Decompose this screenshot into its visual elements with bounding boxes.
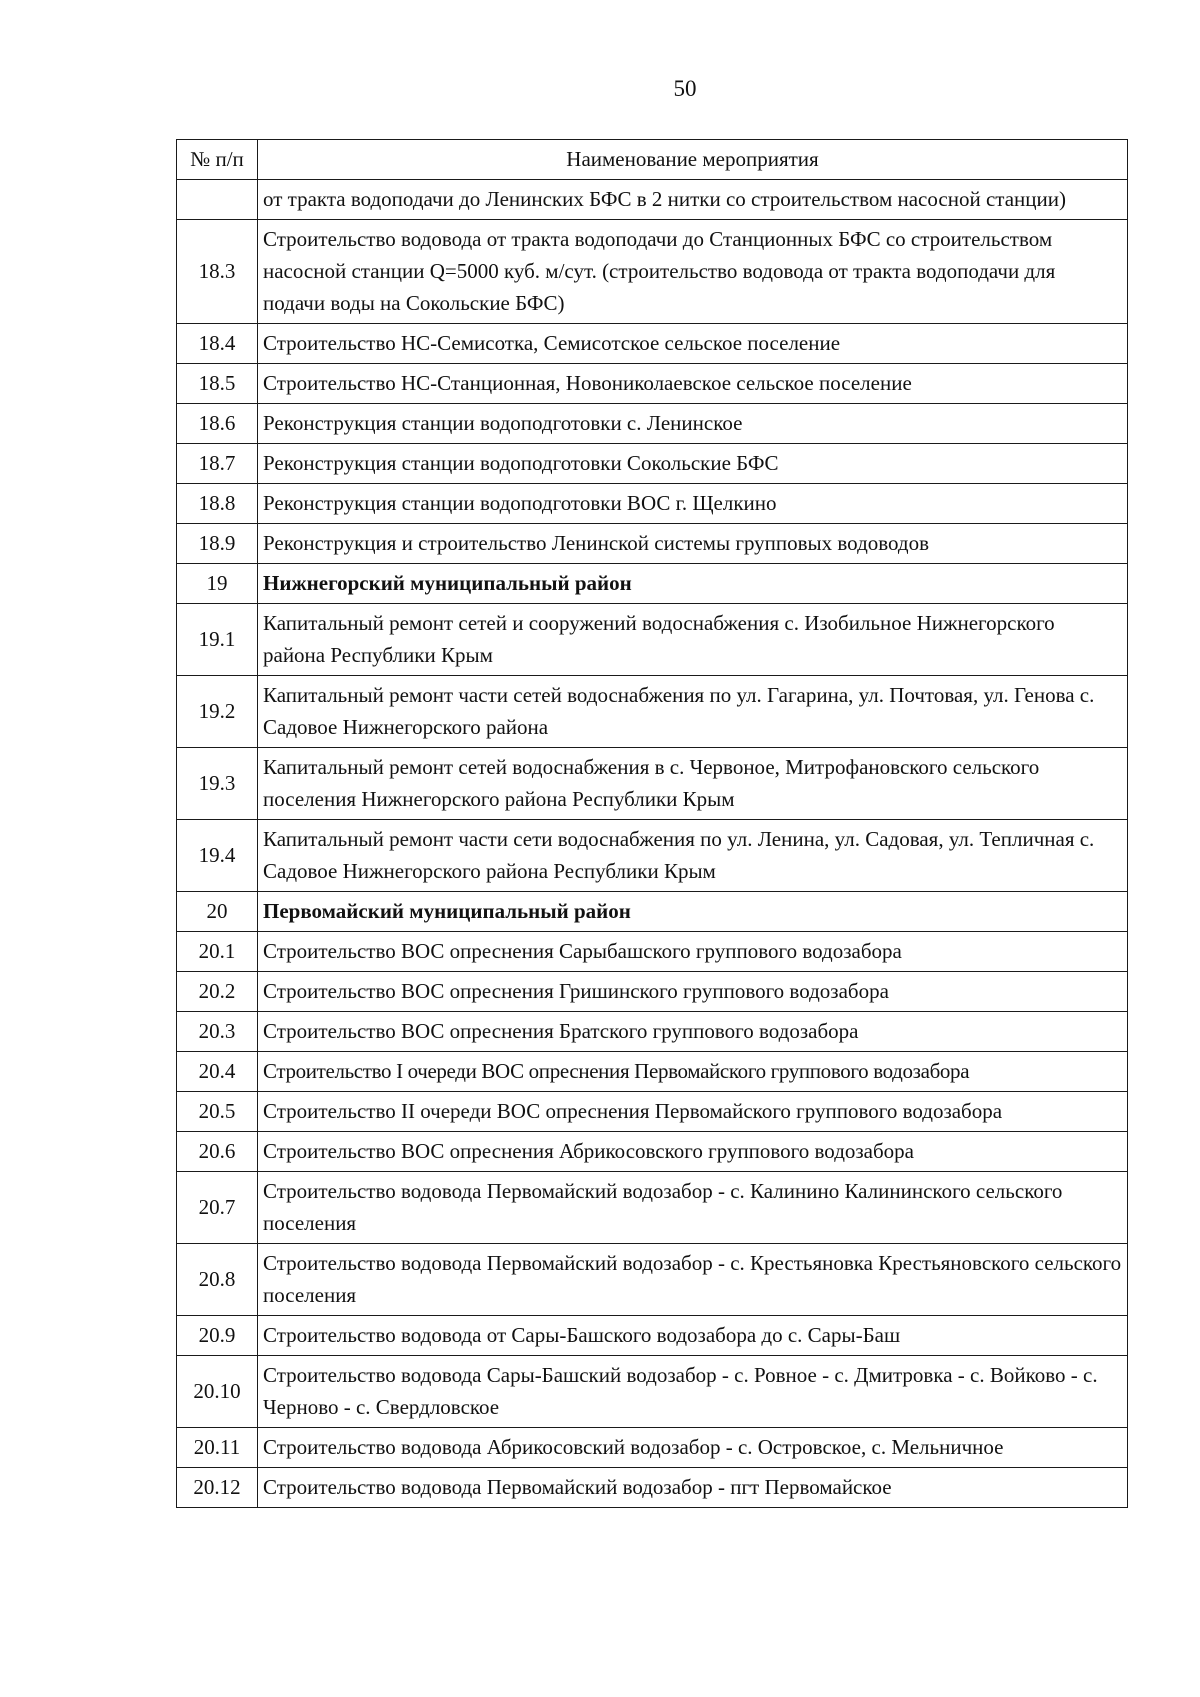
table-row	[177, 364, 1128, 404]
row-number: 18.8	[177, 484, 258, 524]
row-name: Строительство ВОС опреснения Абрикосовского группового водозабора	[258, 1132, 1128, 1172]
row-number: 20.6	[177, 1132, 258, 1172]
row-name: Строительство водовода Первомайский водозабор - с. Калинино Калининского сельского поселения	[258, 1172, 1128, 1244]
row-number: 20.3	[177, 1012, 258, 1052]
table-row	[177, 1316, 1128, 1356]
table-row	[177, 932, 1128, 972]
row-name: Строительство водовода Сары-Башский водозабор - с. Ровное - с. Дмитровка - с. Войково - с. Черново - с. Свердловское	[258, 1356, 1128, 1428]
row-name: Реконструкция и строительство Ленинской системы групповых водоводов	[258, 524, 1128, 564]
row-number: 18.5	[177, 364, 258, 404]
row-name: Реконструкция станции водоподготовки ВОС г. Щелкино	[258, 484, 1128, 524]
row-number: 20.7	[177, 1172, 258, 1244]
row-number: 20.11	[177, 1428, 258, 1468]
table-row	[177, 324, 1128, 364]
table-row	[177, 604, 1128, 676]
table-row	[177, 1468, 1128, 1508]
row-name: Строительство I очереди ВОС опреснения Первомайского группового водозабора	[258, 1052, 1128, 1092]
table-row	[177, 676, 1128, 748]
row-number: 18.3	[177, 220, 258, 324]
table-row	[177, 1092, 1128, 1132]
row-name: Строительство ВОС опреснения Братского группового водозабора	[258, 1012, 1128, 1052]
row-number: 20.9	[177, 1316, 258, 1356]
row-name: Капитальный ремонт части сети водоснабжения по ул. Ленина, ул. Садовая, ул. Тепличная с. Садовое Нижнегорского района Республики Крым	[258, 820, 1128, 892]
row-number: 20.4	[177, 1052, 258, 1092]
table-row	[177, 1132, 1128, 1172]
table-row	[177, 1428, 1128, 1468]
column-header-name: Наименование мероприятия	[258, 140, 1128, 180]
section-row	[177, 564, 1128, 604]
section-title: Нижнегорский муниципальный район	[258, 564, 1128, 604]
row-name: Капитальный ремонт сетей водоснабжения в с. Червоное, Митрофановского сельского поселения Нижнегорского района Республики Крым	[258, 748, 1128, 820]
row-number: 18.9	[177, 524, 258, 564]
table-row	[177, 1172, 1128, 1244]
section-title: Первомайский муниципальный район	[258, 892, 1128, 932]
section-row	[177, 892, 1128, 932]
row-number: 20.8	[177, 1244, 258, 1316]
row-name: Строительство II очереди ВОС опреснения Первомайского группового водозабора	[258, 1092, 1128, 1132]
section-number: 19	[177, 564, 258, 604]
row-name: Строительство водовода Первомайский водозабор - с. Крестьяновка Крестьяновского сельского поселения	[258, 1244, 1128, 1316]
column-header-number: № п/п	[177, 140, 258, 180]
row-name: Строительство ВОС опреснения Сарыбашского группового водозабора	[258, 932, 1128, 972]
row-name: Строительство водовода Абрикосовский водозабор - с. Островское, с. Мельничное	[258, 1428, 1128, 1468]
row-name: Строительство водовода Первомайский водозабор - пгт Первомайское	[258, 1468, 1128, 1508]
row-number	[177, 180, 258, 220]
table-row	[177, 524, 1128, 564]
table-header-row	[177, 140, 1128, 180]
row-number: 18.6	[177, 404, 258, 444]
table-row	[177, 484, 1128, 524]
table-row	[177, 404, 1128, 444]
page-number: 50	[673, 76, 697, 101]
table-row	[177, 972, 1128, 1012]
row-number: 19.1	[177, 604, 258, 676]
row-name: Строительство ВОС опреснения Гришинского группового водозабора	[258, 972, 1128, 1012]
row-name: Капитальный ремонт сетей и сооружений водоснабжения с. Изобильное Нижнегорского района Республики Крым	[258, 604, 1128, 676]
table-row	[177, 1244, 1128, 1316]
table-row	[177, 1052, 1128, 1092]
row-number: 18.7	[177, 444, 258, 484]
row-number: 19.3	[177, 748, 258, 820]
row-name: Реконструкция станции водоподготовки с. Ленинское	[258, 404, 1128, 444]
row-name: Строительство НС-Семисотка, Семисотское сельское поселение	[258, 324, 1128, 364]
table-row	[177, 220, 1128, 324]
table-row	[177, 748, 1128, 820]
row-number: 20.2	[177, 972, 258, 1012]
table-row	[177, 1356, 1128, 1428]
row-name: Строительство водовода от тракта водоподачи до Станционных БФС со строительством насосной станции Q=5000 куб. м/сут. (строительство водовода от тракта водоподачи для подачи воды на Сокольские БФС)	[258, 220, 1128, 324]
section-number: 20	[177, 892, 258, 932]
table-row	[177, 1012, 1128, 1052]
row-number: 19.2	[177, 676, 258, 748]
row-name: Капитальный ремонт части сетей водоснабжения по ул. Гагарина, ул. Почтовая, ул. Генова с. Садовое Нижнегорского района	[258, 676, 1128, 748]
table-row	[177, 180, 1128, 220]
row-number: 20.5	[177, 1092, 258, 1132]
row-number: 18.4	[177, 324, 258, 364]
row-name: Строительство НС-Станционная, Новониколаевское сельское поселение	[258, 364, 1128, 404]
row-number: 20.10	[177, 1356, 258, 1428]
row-name: Строительство водовода от Сары-Башского водозабора до с. Сары-Баш	[258, 1316, 1128, 1356]
table-row	[177, 444, 1128, 484]
row-number: 19.4	[177, 820, 258, 892]
table-row	[177, 820, 1128, 892]
row-number: 20.12	[177, 1468, 258, 1508]
row-number: 20.1	[177, 932, 258, 972]
row-name: Реконструкция станции водоподготовки Сокольские БФС	[258, 444, 1128, 484]
row-name: от тракта водоподачи до Ленинских БФС в 2 нитки со строительством насосной станции)	[258, 180, 1128, 220]
measures-table	[176, 139, 1128, 1508]
